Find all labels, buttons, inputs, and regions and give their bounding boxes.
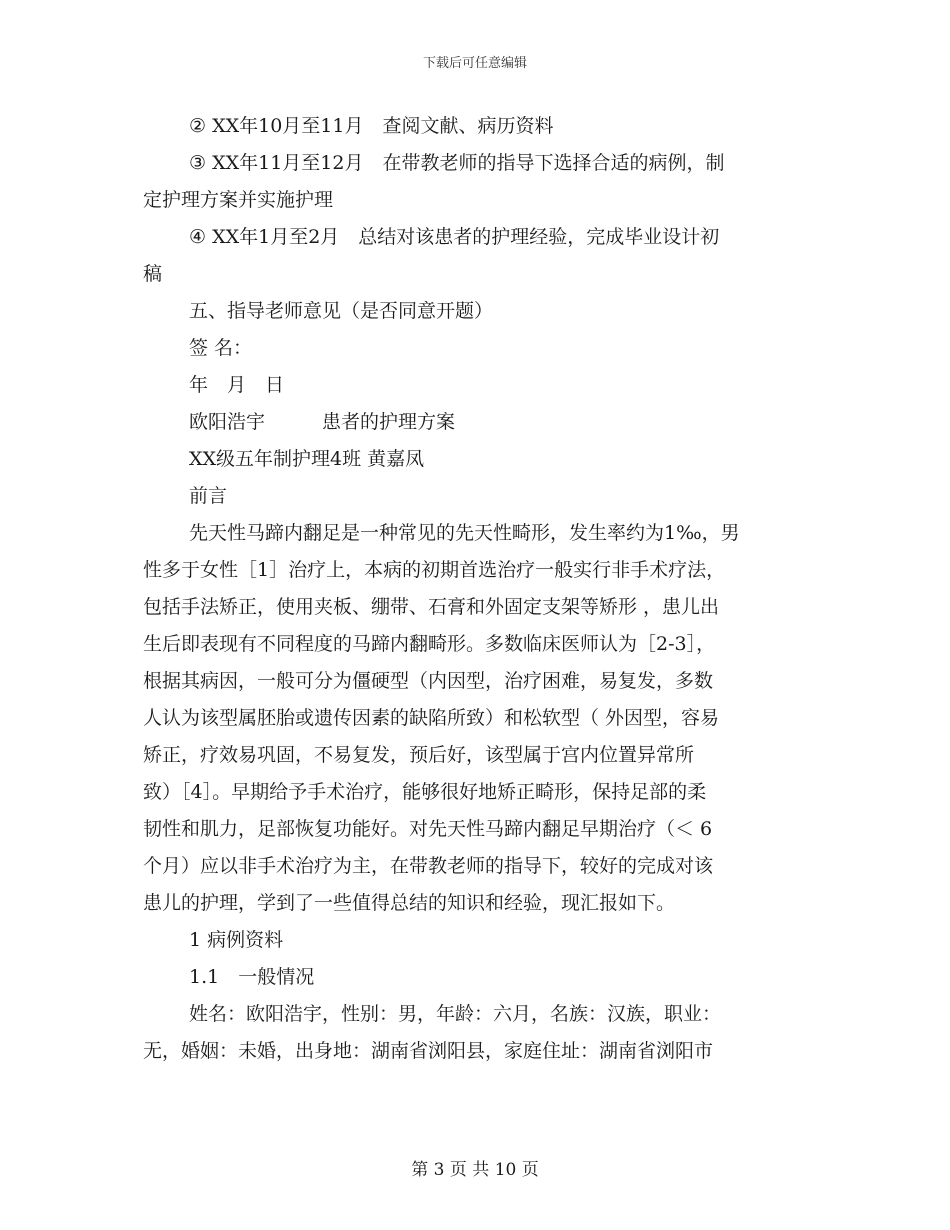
patient-info-line: 无，婚姻：未婚，出身地：湖南省浏阳县，家庭住址：湖南省浏阳市 [143, 1040, 714, 1062]
schedule-item-3-cont: 定护理方案并实施护理 [143, 189, 334, 211]
preface-line: 包括手法矫正，使用夹板、绷带、石膏和外固定支架等矫形 ，患儿出 [143, 596, 720, 618]
date-line: 年 月 日 [189, 374, 285, 396]
schedule-item-2: ② XX年10月至11月 查阅文献、病历资料 [189, 115, 554, 137]
preface-line: 矫正，疗效易巩固，不易复发，预后好，该型属于宫内位置异常所 [143, 744, 695, 766]
section-heading-case-data: 1 病例资料 [189, 929, 284, 951]
section-heading-advisor-opinion: 五、指导老师意见（是否同意开题） [189, 300, 494, 322]
schedule-item-3: ③ XX年11月至12月 在带教老师的指导下选择合适的病例，制 [189, 152, 725, 174]
document-body [143, 108, 809, 1070]
preface-line: 根据其病因，一般可分为僵硬型（内因型，治疗困难，易复发，多数 [143, 670, 714, 692]
schedule-item-4: ④ XX年1月至2月 总结对该患者的护理经验，完成毕业设计初 [189, 226, 720, 248]
preface-heading: 前言 [189, 485, 228, 507]
preface-line: 患儿的护理，学到了一些值得总结的知识和经验，现汇报如下。 [143, 892, 676, 914]
preface-line: 人认为该型属胚胎或遗传因素的缺陷所致）和松软型（ 外因型，容易 [143, 707, 720, 729]
case-title: 欧阳浩宇 患者的护理方案 [189, 411, 456, 433]
subsection-heading-general: 1.1 一般情况 [189, 966, 315, 988]
page-header: 下载后可任意编辑 [422, 56, 527, 71]
preface-line: 性多于女性［1］治疗上，本病的初期首选治疗一般实行非手术疗法， [143, 559, 726, 581]
patient-info-line: 姓名：欧阳浩宇，性别：男，年龄：六月，名族：汉族，职业： [189, 1003, 722, 1025]
preface-line: 致）［4］。早期给予手术治疗，能够很好地矫正畸形，保持足部的柔 [143, 781, 707, 803]
preface-line: 韧性和肌力，足部恢复功能好。对先天性马蹄内翻足早期治疗（＜ 6 [143, 818, 713, 840]
preface-line: 先天性马蹄内翻足是一种常见的先天性畸形，发生率约为1‰，男 [189, 522, 740, 544]
author-line: XX级五年制护理4班 黄嘉凤 [189, 448, 425, 470]
schedule-item-4-cont: 稿 [143, 263, 163, 285]
preface-line: 生后即表现有不同程度的马蹄内翻畸形。多数临床医师认为［2-3］， [143, 633, 716, 655]
page-footer: 第 3 页 共 10 页 [411, 1160, 539, 1180]
preface-line: 个月）应以非手术治疗为主，在带教老师的指导下，较好的完成对该 [143, 855, 714, 877]
signature-line: 签 名： [189, 337, 253, 359]
